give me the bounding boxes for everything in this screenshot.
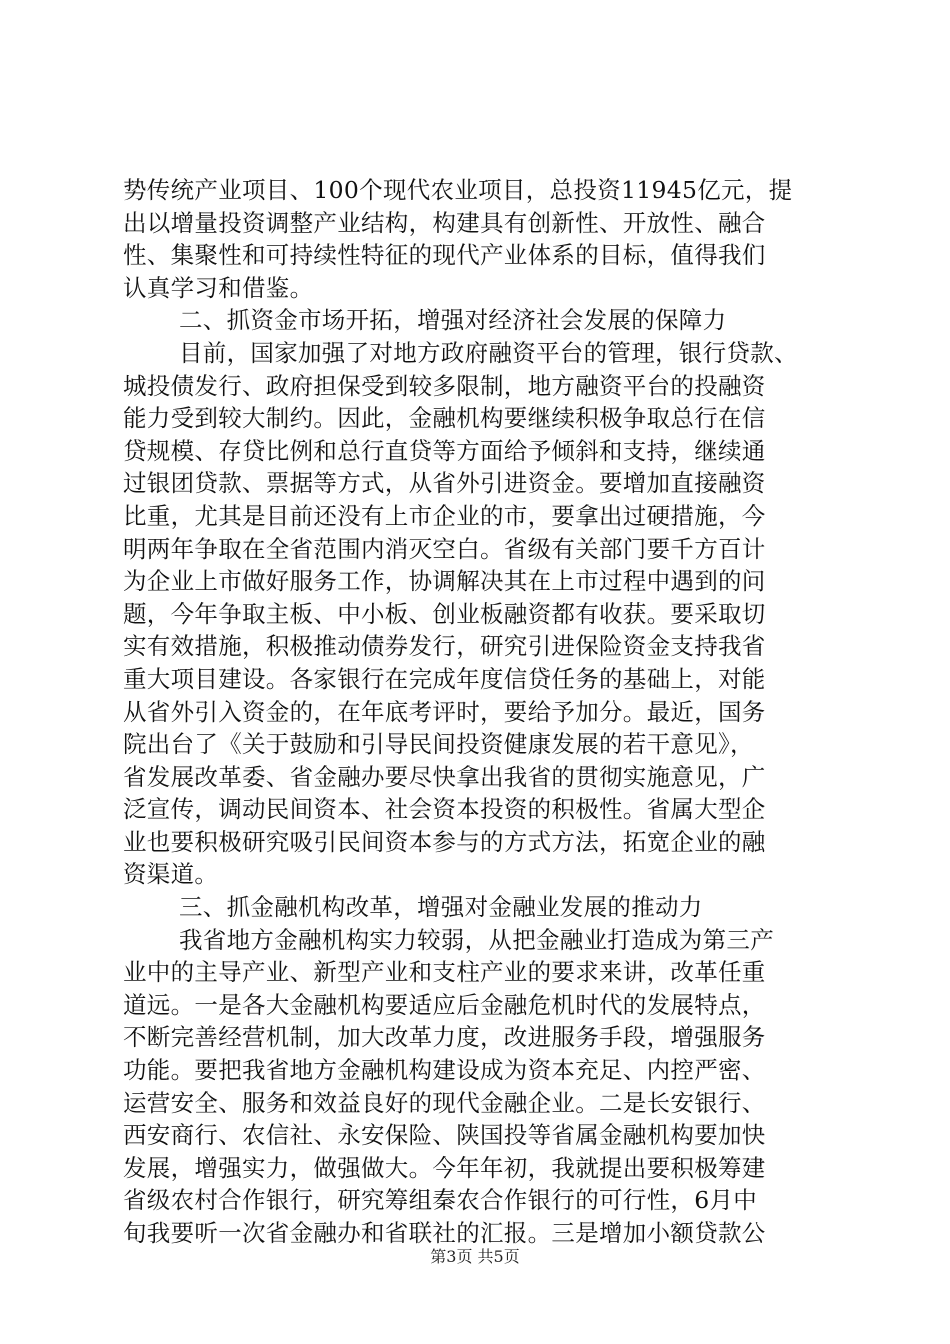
text-line: 业中的主导产业、新型产业和支柱产业的要求来讲，改革任重 (123, 958, 766, 987)
text-line: 出以增量投资调整产业结构，构建具有创新性、开放性、融合 (123, 208, 766, 237)
text-line: 从省外引入资金的，在年底考评时，要给予加分。最近，国务 (123, 697, 766, 726)
text-line: 资渠道。 (123, 860, 219, 889)
text-line: 省级农村合作银行，研究筹组秦农合作银行的可行性，6月中 (123, 1186, 758, 1215)
text-line: 能力受到较大制约。因此，金融机构要继续积极争取总行在信 (123, 404, 766, 433)
text-line: 功能。要把我省地方金融机构建设成为资本充足、内控严密、 (123, 1056, 766, 1085)
text-line: 不断完善经营机制，加大改革力度，改进服务手段，增强服务 (123, 1023, 766, 1052)
text-line: 性、集聚性和可持续性特征的现代产业体系的目标，值得我们 (123, 241, 766, 270)
text-line: 西安商行、农信社、永安保险、陕国投等省属金融机构要加快 (123, 1121, 766, 1150)
text-line: 比重，尤其是目前还没有上市企业的市，要拿出过硬措施，今 (123, 501, 766, 530)
text-line: 院出台了《关于鼓励和引导民间投资健康发展的若干意见》， (123, 730, 754, 759)
text-line: 题，今年争取主板、中小板、创业板融资都有收获。要采取切 (123, 599, 766, 628)
text-line: 势传统产业项目、100个现代农业项目，总投资11945亿元，提 (123, 176, 793, 204)
text-line: 我省地方金融机构实力较弱，从把金融业打造成为第三产 (179, 925, 774, 954)
text-line: 过银团贷款、票据等方式，从省外引进资金。要增加直接融资 (123, 469, 766, 498)
text-line: 城投债发行、政府担保受到较多限制，地方融资平台的投融资 (123, 371, 766, 400)
text-line: 运营安全、服务和效益良好的现代金融企业。二是长安银行、 (123, 1088, 766, 1117)
text-line: 二、抓资金市场开拓，增强对经济社会发展的保障力 (179, 306, 727, 335)
text-line: 目前，国家加强了对地方政府融资平台的管理，银行贷款、 (179, 338, 798, 367)
text-line: 省发展改革委、省金融办要尽快拿出我省的贯彻实施意见，广 (123, 762, 766, 791)
page-number-footer: 第3页 共5页 (430, 1247, 520, 1266)
text-line: 实有效措施，积极推动债券发行，研究引进保险资金支持我省 (123, 632, 766, 661)
text-line: 道远。一是各大金融机构要适应后金融危机时代的发展特点， (123, 990, 766, 1019)
text-line: 泛宣传，调动民间资本、社会资本投资的积极性。省属大型企 (123, 795, 766, 824)
text-line: 重大项目建设。各家银行在完成年度信贷任务的基础上，对能 (123, 664, 766, 693)
text-line: 明两年争取在全省范围内消灭空白。省级有关部门要千方百计 (123, 534, 766, 563)
text-line: 贷规模、存贷比例和总行直贷等方面给予倾斜和支持，继续通 (123, 436, 766, 465)
text-line: 三、抓金融机构改革，增强对金融业发展的推动力 (179, 893, 703, 922)
text-line: 为企业上市做好服务工作，协调解决其在上市过程中遇到的问 (123, 567, 766, 596)
document-body (123, 174, 853, 1250)
text-line: 旬我要听一次省金融办和省联社的汇报。三是增加小额贷款公 (123, 1219, 766, 1247)
text-line: 发展，增强实力，做强做大。今年年初，我就提出要积极筹建 (123, 1153, 766, 1182)
text-line: 业也要积极研究吸引民间资本参与的方式方法，拓宽企业的融 (123, 827, 766, 856)
text-line: 认真学习和借鉴。 (123, 273, 314, 302)
